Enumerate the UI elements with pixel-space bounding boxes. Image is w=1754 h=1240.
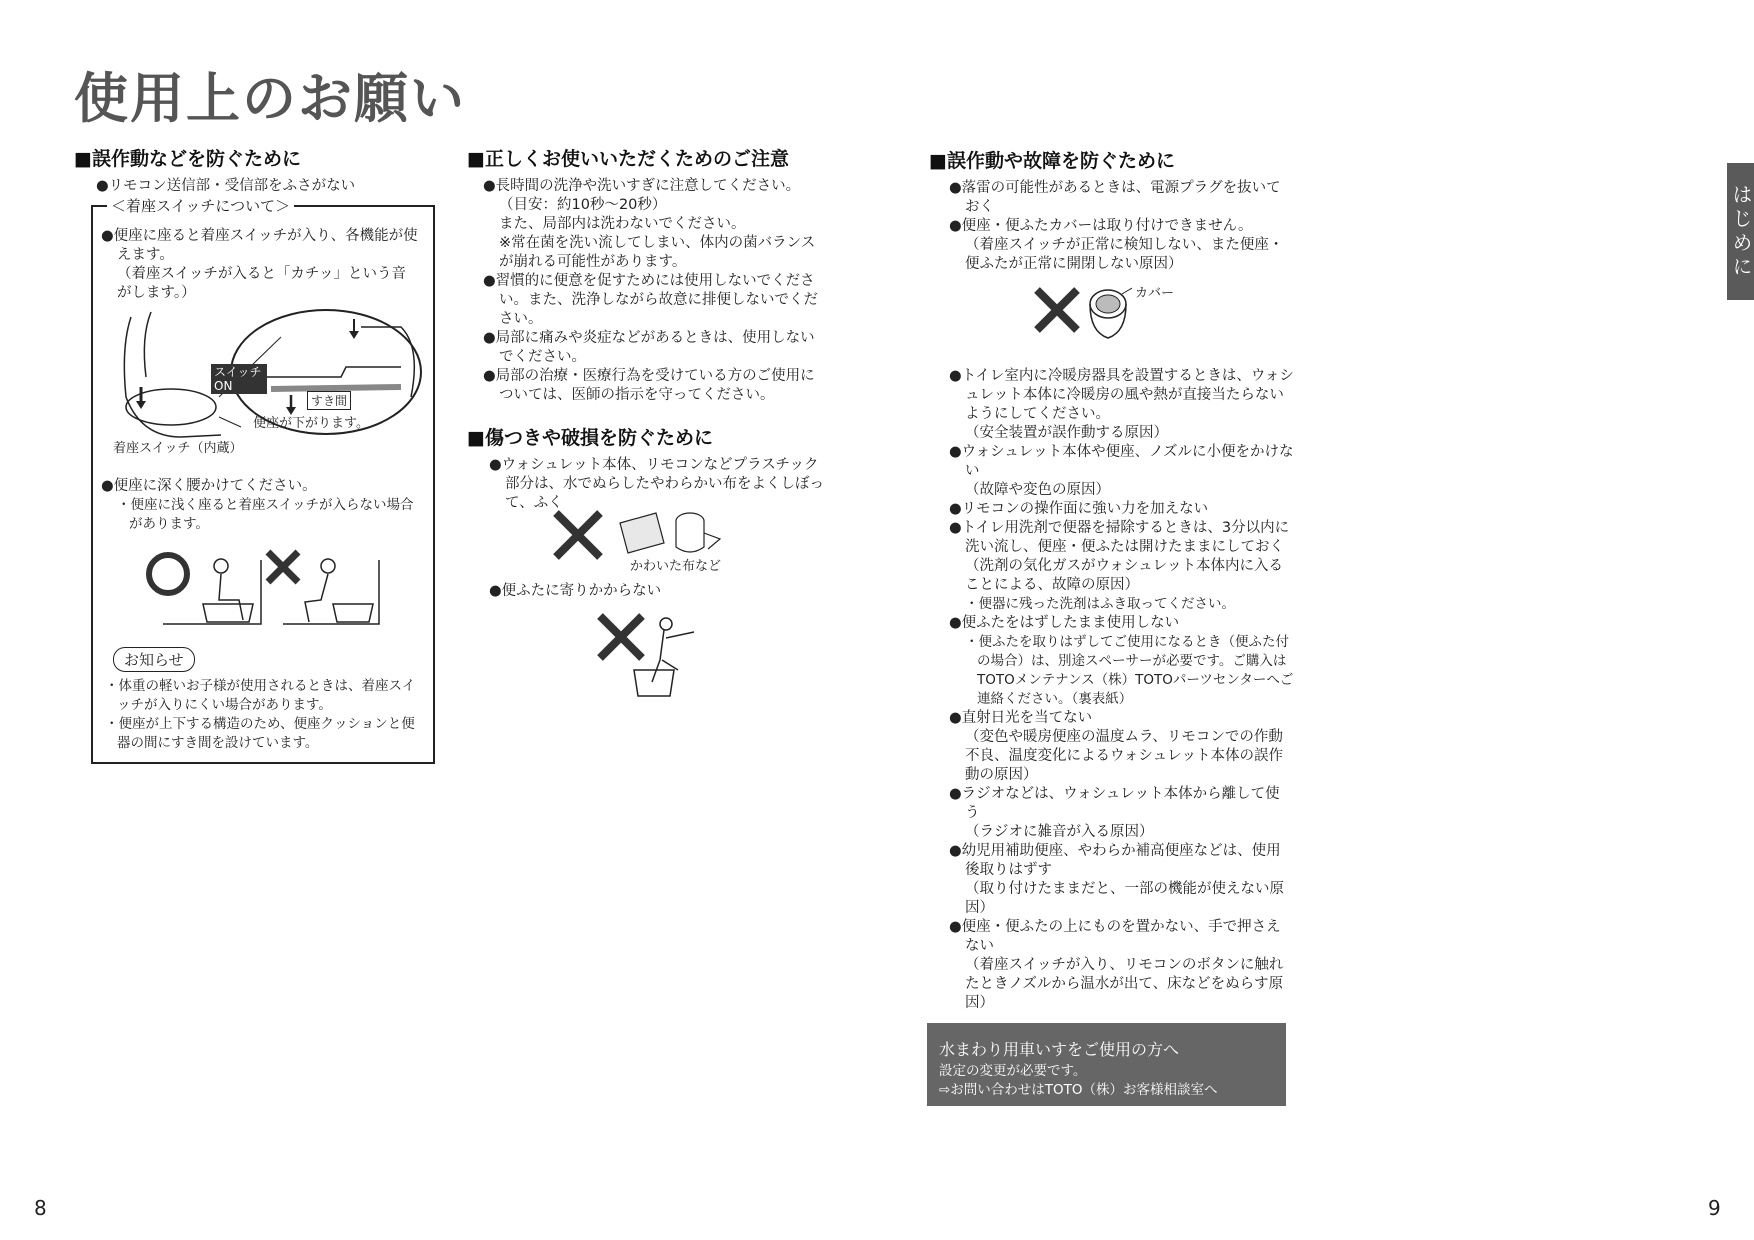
bullet-no-objects: ●便座・便ふたの上にものを置かない、手で押さえない [949, 919, 1281, 954]
section-failure [929, 146, 1289, 274]
wheelchair-notice [927, 1023, 1286, 1106]
notice-line-1: 設定の変更が必要です。 [939, 1063, 1087, 1079]
notice-item-1: ・体重の軽いお子様が使用されるときは、着座スイッチが入りにくい場合があります。 [105, 678, 416, 713]
bullet-cleaning: ●ウォシュレット本体、リモコンなどプラスチック部分は、水でぬらしたやわらかい布をよくしぼって、ふく [489, 457, 824, 511]
box-heading: ＜着座スイッチについて＞ [107, 195, 294, 216]
notice-label: お知らせ [113, 647, 195, 672]
wipe-icon [620, 513, 664, 553]
bullet-remote: ●リモコン送信部・受信部をふさがない [96, 178, 356, 194]
section-heading-damage: ■傷つきや破損を防ぐために [467, 427, 713, 449]
bullet-sit-deep-dot: ・便座に浅く座ると着座スイッチが入らない場合があります。 [117, 497, 414, 532]
cover-label: カバー [1135, 286, 1175, 301]
bullet-remote-force: ●リモコンの操作面に強い力を加えない [949, 501, 1209, 517]
bullet-seat-switch: ●便座に座ると着座スイッチが入り、各機能が使えます。 [101, 228, 418, 263]
bullet-lid-lean: ●便ふたに寄りかからない [489, 583, 662, 599]
bullet-wash-time-l3: また、局部内は洗わないでください。 [499, 216, 746, 232]
bullet-heater: ●トイレ室内に冷暖房器具を設置するときは、ウォシュレット本体に冷暖房の風や熱が直接当たらないようにしてください。 [949, 368, 1294, 422]
section-correct-use [467, 144, 827, 513]
bullet-detergent: ●トイレ用洗剤で便器を掃除するときは、3分以内に洗い流し、便座・便ふたは開けたままにしておく [949, 520, 1290, 555]
bullet-sunlight: ●直射日光を当てない [949, 710, 1093, 726]
gap-label: すき間 [307, 391, 351, 410]
notice-item-2: ・便座が上下する構造のため、便座クッションと便器の間にすき間を設けています。 [105, 716, 415, 751]
sitting-figure [143, 542, 383, 632]
ng-icon [556, 513, 600, 557]
bullet-child-seat: ●幼児用補助便座、やわらか補高便座などは、使用後取りはずす [949, 843, 1281, 878]
page-title: 使用上のお願い [74, 67, 466, 130]
side-tab: はじめに [1727, 163, 1754, 300]
bullet-lid-removed-dot: ・便ふたを取りはずしてご使用になるとき（便ふた付の場合）は、別途スペーサーが必要です。ご購入はTOTOメンテナンス（株）TOTOパーツセンターへご連絡ください。（裏表紙） [965, 634, 1294, 707]
ng-icon [268, 552, 298, 582]
bullet-detergent-dot: ・便器に残った洗剤はふき取ってください。 [965, 596, 1235, 612]
bullet-urine-sub: （故障や変色の原因） [965, 482, 1110, 498]
bullet-cover: ●便座・便ふたカバーは取り付けできません。 [949, 218, 1253, 234]
bullet-habit: ●習慣的に便意を促すためには使用しないでください。また、洗浄しながら故意に排便しないでください。 [483, 273, 818, 327]
bullet-wash-time: ●長時間の洗浄や洗いすぎに注意してください。 [483, 178, 801, 194]
bullet-wash-time-l4: ※常在菌を洗い流してしまい、体内の菌バランスが崩れる可能性があります。 [499, 235, 816, 270]
section-heading: ■誤作動や故障を防ぐために [929, 150, 1175, 172]
section-heading: ■正しくお使いいただくためのご注意 [467, 148, 789, 170]
page-number-left: 8 [34, 1196, 47, 1220]
ng-icon [1037, 290, 1077, 330]
bullet-inflammation: ●局部に痛みや炎症などがあるときは、使用しないでください。 [483, 330, 815, 365]
bullet-detergent-sub: （洗剤の気化ガスがウォシュレット本体内に入ることによる、故障の原因） [965, 558, 1283, 593]
section-misoperation [74, 144, 434, 196]
bullet-lid-removed: ●便ふたをはずしたまま使用しない [949, 615, 1180, 631]
bullet-heater-sub: （安全装置が誤作動する原因） [965, 425, 1168, 441]
cover-figure [1032, 282, 1132, 344]
section-failure-cont [949, 367, 1294, 1013]
bullet-child-seat-sub: （取り付けたままだと、一部の機能が使えない原因） [965, 881, 1284, 916]
bullet-sit-deep: ●便座に深く腰かけてください。 [101, 478, 317, 494]
section-heading: ■誤作動などを防ぐために [74, 148, 301, 170]
bullet-no-objects-sub: （着座スイッチが入り、リモコンのボタンに触れたときノズルから温水が出て、床などをぬらす原因） [965, 957, 1284, 1011]
ok-icon [149, 555, 187, 593]
lid-lean-figure [594, 610, 704, 700]
seat-down-label: 便座が下がります。 [253, 416, 369, 431]
bullet-seat-switch-sub: （着座スイッチが入ると「カチッ」という音がします。） [117, 266, 406, 301]
ng-icon [600, 616, 642, 658]
cleaning-caption: かわいた布など [630, 559, 722, 574]
bullet-sunlight-sub: （変色や暖房便座の温度ムラ、リモコンでの作動不良、温度変化によるウォシュレット本体の誤作動の原因） [965, 729, 1283, 783]
seat-switch-caption: 着座スイッチ（内蔵） [113, 441, 243, 456]
switch-on-label: スイッチON [211, 364, 267, 394]
bullet-wash-time-l2: （目安：約10秒～20秒） [499, 197, 667, 213]
bullet-cover-sub: （着座スイッチが正常に検知しない、また便座・便ふたが正常に開閉しない原因） [965, 237, 1284, 272]
bullet-radio: ●ラジオなどは、ウォシュレット本体から離して使う [949, 786, 1280, 821]
toilet-paper-icon [676, 521, 704, 552]
notice-line-2: ⇨お問い合わせはTOTO（株）お客様相談室へ [939, 1082, 1218, 1098]
seat-switch-box [91, 197, 435, 764]
page-number-right: 9 [1708, 1196, 1721, 1220]
bullet-urine: ●ウォシュレット本体や便座、ノズルに小便をかけない [949, 444, 1294, 479]
bullet-medical: ●局部の治療・医療行為を受けている方のご使用については、医師の指示を守ってください。 [483, 368, 815, 403]
notice-title: 水まわり用車いすをご使用の方へ [939, 1040, 1180, 1059]
bullet-radio-sub: （ラジオに雑音が入る原因） [965, 824, 1154, 840]
bullet-lightning: ●落雷の可能性があるときは、電源プラグを抜いておく [949, 180, 1281, 215]
